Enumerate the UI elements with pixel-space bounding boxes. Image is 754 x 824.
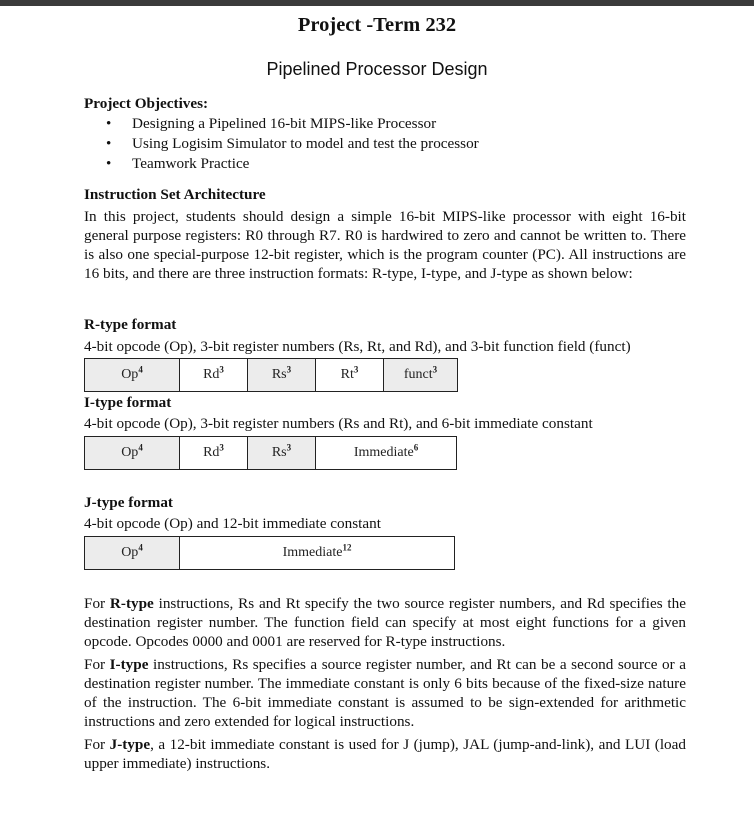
objective-item: • Designing a Pipelined 16-bit MIPS-like Processor (106, 114, 479, 134)
isa-intro-paragraph: In this project, students should design a simple 16-bit MIPS-like processor with eight 16-bit general purpose registers: R0 through R7. R0 is hardwired to zero and cannot be written to. There is also one special-purpose 12-bit register, which is the program counter (PC). All instructions are 16 bits, and there are three instruction formats: R-type, I-type, and J-type as shown below: (84, 208, 686, 283)
rtype-note-paragraph: For R-type instructions, Rs and Rt specify the two source register numbers, and Rd specifies the destination register number. The function field can specify at most eight functions for a given opcode. Opcodes 0000 and 0001 are reserved for R-type instructions. (84, 595, 686, 651)
rtype-format-table (84, 358, 458, 392)
jtype-description: 4-bit opcode (Op) and 12-bit immediate constant (84, 515, 381, 532)
objective-item: • Teamwork Practice (106, 154, 479, 174)
viewer-top-bar (0, 0, 754, 6)
jtype-field-immediate: Immediate$^{12}$ (180, 537, 455, 570)
rtype-field-op: Op$^4$ (85, 359, 180, 392)
rtype-field-rd: Rd$^3$ (180, 359, 248, 392)
rtype-field-funct: funct$^3$ (384, 359, 458, 392)
page-title: Project -Term 232 (297, 14, 457, 36)
jtype-field-op: Op$^4$ (85, 537, 180, 570)
rtype-field-rs: Rs$^3$ (248, 359, 316, 392)
jtype-heading: J-type format (84, 494, 173, 511)
isa-heading: Instruction Set Architecture (84, 186, 266, 203)
itype-format-table (84, 436, 457, 470)
itype-field-rs: Rs$^3$ (248, 437, 316, 470)
itype-note-paragraph: For I-type instructions, Rs specifies a source register number, and Rt can be a second source or a destination register number. The immediate constant is only 6 bits because of the fixed-size nature of the instruction. The 6-bit immediate constant is assumed to be sign-extended for arithmetic instructions and zero extended for logical instructions. (84, 656, 686, 731)
itype-field-rd: Rd$^3$ (180, 437, 248, 470)
rtype-keyword: R-type (109, 595, 154, 612)
itype-field-op: Op$^4$ (85, 437, 180, 470)
itype-keyword: I-type (109, 656, 149, 673)
itype-description: 4-bit opcode (Op), 3-bit register numbers (Rs and Rt), and 6-bit immediate constant (84, 415, 593, 432)
objectives-heading: Project Objectives: (84, 95, 209, 112)
rtype-field-rt: Rt$^3$ (316, 359, 384, 392)
objectives-list (106, 114, 479, 174)
itype-heading: I-type format (84, 394, 172, 411)
page-subtitle: Pipelined Processor Design (266, 59, 488, 79)
rtype-heading: R-type format (84, 316, 177, 333)
itype-field-immediate: Immediate$^6$ (316, 437, 457, 470)
jtype-keyword: J-type (109, 736, 151, 753)
rtype-description: 4-bit opcode (Op), 3-bit register numbers (Rs, Rt, and Rd), and 3-bit function field (funct) (84, 338, 631, 355)
objective-item: • Using Logisim Simulator to model and test the processor (106, 134, 479, 154)
jtype-format-table (84, 536, 455, 570)
jtype-note-paragraph: For J-type, a 12-bit immediate constant is used for J (jump), JAL (jump-and-link), and LUI (load upper immediate) instructions. (84, 736, 686, 773)
